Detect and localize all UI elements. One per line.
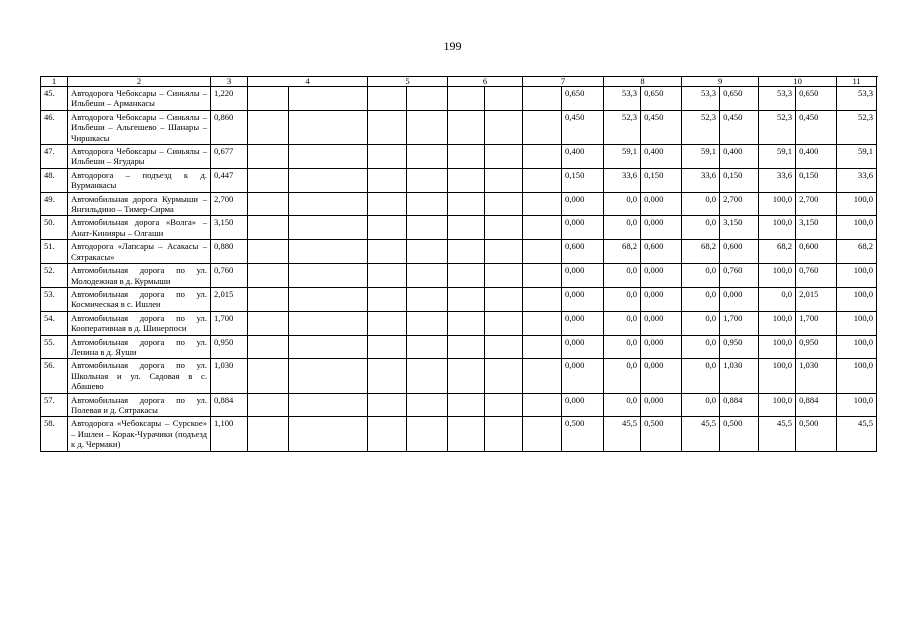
- value-cell: 0,000: [562, 264, 604, 288]
- empty-cell: [485, 216, 523, 240]
- empty-cell: [248, 168, 289, 192]
- empty-cell: [407, 168, 448, 192]
- empty-cell: [448, 192, 485, 216]
- table-row: [41, 216, 877, 240]
- percent-cell: 100,0: [759, 264, 796, 288]
- row-number: 50.: [41, 216, 68, 240]
- empty-cell: [407, 335, 448, 359]
- table-row: [41, 393, 877, 417]
- row-number: 53.: [41, 287, 68, 311]
- value-cell: 0,650: [562, 87, 604, 111]
- value-cell: 0,650: [641, 87, 682, 111]
- table-row: [41, 110, 877, 144]
- value-cell: 0,000: [641, 287, 682, 311]
- empty-cell: [368, 264, 407, 288]
- road-length: 1,030: [211, 359, 248, 393]
- empty-cell: [248, 393, 289, 417]
- percent-cell: 52,3: [682, 110, 720, 144]
- empty-cell: [407, 192, 448, 216]
- header-cell: 8: [604, 77, 682, 87]
- percent-cell: 59,1: [604, 145, 641, 169]
- percent-cell: 100,0: [837, 359, 877, 393]
- empty-cell: [523, 192, 562, 216]
- percent-cell: 100,0: [837, 192, 877, 216]
- empty-cell: [248, 335, 289, 359]
- empty-cell: [448, 359, 485, 393]
- road-length: 1,220: [211, 87, 248, 111]
- empty-cell: [523, 145, 562, 169]
- value-cell: 0,760: [720, 264, 759, 288]
- table-row: [41, 145, 877, 169]
- road-length: 0,677: [211, 145, 248, 169]
- empty-cell: [368, 359, 407, 393]
- percent-cell: 0,0: [682, 192, 720, 216]
- value-cell: 0,950: [720, 335, 759, 359]
- percent-cell: 100,0: [759, 216, 796, 240]
- header-cell: 7: [523, 77, 604, 87]
- percent-cell: 0,0: [682, 335, 720, 359]
- empty-cell: [448, 287, 485, 311]
- road-length: 3,150: [211, 216, 248, 240]
- road-name: Автомобильная дорога «Волга» – Анат-Кинияры – Олгаши: [68, 216, 211, 240]
- road-length: 1,700: [211, 311, 248, 335]
- value-cell: 0,600: [562, 240, 604, 264]
- empty-cell: [368, 393, 407, 417]
- percent-cell: 45,5: [759, 417, 796, 451]
- road-length: 0,760: [211, 264, 248, 288]
- value-cell: 0,400: [720, 145, 759, 169]
- empty-cell: [248, 110, 289, 144]
- value-cell: 0,450: [720, 110, 759, 144]
- empty-cell: [485, 359, 523, 393]
- table-row: [41, 335, 877, 359]
- empty-cell: [448, 240, 485, 264]
- empty-cell: [368, 335, 407, 359]
- empty-cell: [368, 87, 407, 111]
- road-length: 0,447: [211, 168, 248, 192]
- empty-cell: [523, 359, 562, 393]
- percent-cell: 0,0: [604, 216, 641, 240]
- empty-cell: [289, 264, 368, 288]
- empty-cell: [248, 192, 289, 216]
- percent-cell: 0,0: [682, 359, 720, 393]
- empty-cell: [289, 192, 368, 216]
- value-cell: 0,400: [641, 145, 682, 169]
- value-cell: 0,500: [796, 417, 837, 451]
- table-row: [41, 359, 877, 393]
- empty-cell: [448, 335, 485, 359]
- empty-cell: [523, 240, 562, 264]
- empty-cell: [407, 287, 448, 311]
- empty-cell: [448, 216, 485, 240]
- value-cell: 0,500: [641, 417, 682, 451]
- empty-cell: [485, 87, 523, 111]
- empty-cell: [485, 145, 523, 169]
- empty-cell: [485, 287, 523, 311]
- percent-cell: 100,0: [837, 311, 877, 335]
- header-cell: 10: [759, 77, 837, 87]
- empty-cell: [448, 311, 485, 335]
- empty-cell: [485, 110, 523, 144]
- row-number: 56.: [41, 359, 68, 393]
- value-cell: 0,000: [562, 335, 604, 359]
- value-cell: 1,030: [720, 359, 759, 393]
- empty-cell: [523, 393, 562, 417]
- value-cell: 0,000: [641, 192, 682, 216]
- empty-cell: [407, 240, 448, 264]
- value-cell: 0,000: [641, 264, 682, 288]
- row-number: 51.: [41, 240, 68, 264]
- empty-cell: [407, 145, 448, 169]
- value-cell: 0,450: [641, 110, 682, 144]
- empty-cell: [289, 417, 368, 451]
- road-length: 0,880: [211, 240, 248, 264]
- percent-cell: 52,3: [759, 110, 796, 144]
- value-cell: 0,760: [796, 264, 837, 288]
- value-cell: 0,150: [641, 168, 682, 192]
- empty-cell: [368, 168, 407, 192]
- percent-cell: 0,0: [682, 216, 720, 240]
- percent-cell: 0,0: [682, 311, 720, 335]
- row-number: 45.: [41, 87, 68, 111]
- value-cell: 0,650: [720, 87, 759, 111]
- empty-cell: [248, 240, 289, 264]
- empty-cell: [485, 417, 523, 451]
- road-name: Автомобильная дорога по ул. Кооперативная в д. Шинерпоси: [68, 311, 211, 335]
- road-length: 0,950: [211, 335, 248, 359]
- road-name: Автодорога «Чебоксары – Сурское» – Ишлеи – Корак-Чурачики (подъезд к д. Чермаки): [68, 417, 211, 451]
- percent-cell: 59,1: [759, 145, 796, 169]
- percent-cell: 53,3: [759, 87, 796, 111]
- empty-cell: [523, 417, 562, 451]
- table-row: [41, 240, 877, 264]
- percent-cell: 68,2: [759, 240, 796, 264]
- road-name: Автомобильная дорога по ул. Космическая в с. Ишлеи: [68, 287, 211, 311]
- empty-cell: [368, 192, 407, 216]
- empty-cell: [368, 145, 407, 169]
- percent-cell: 100,0: [837, 335, 877, 359]
- empty-cell: [448, 393, 485, 417]
- empty-cell: [368, 216, 407, 240]
- value-cell: 2,700: [720, 192, 759, 216]
- road-name: Автодорога Чебоксары – Синьялы – Ильбеши – Альгешево – Шанары – Чиршкасы: [68, 110, 211, 144]
- road-name: Автодорога «Лапсары – Асакасы – Сятракасы»: [68, 240, 211, 264]
- empty-cell: [448, 168, 485, 192]
- value-cell: 0,600: [720, 240, 759, 264]
- percent-cell: 100,0: [759, 359, 796, 393]
- header-cell: 5: [368, 77, 448, 87]
- value-cell: 0,400: [562, 145, 604, 169]
- empty-cell: [523, 335, 562, 359]
- header-cell: 2: [68, 77, 211, 87]
- percent-cell: 52,3: [604, 110, 641, 144]
- empty-cell: [485, 240, 523, 264]
- percent-cell: 59,1: [682, 145, 720, 169]
- percent-cell: 0,0: [682, 264, 720, 288]
- value-cell: 0,450: [562, 110, 604, 144]
- empty-cell: [407, 264, 448, 288]
- percent-cell: 53,3: [837, 87, 877, 111]
- value-cell: 0,000: [562, 311, 604, 335]
- value-cell: 0,600: [796, 240, 837, 264]
- percent-cell: 0,0: [604, 264, 641, 288]
- empty-cell: [407, 393, 448, 417]
- road-length: 0,884: [211, 393, 248, 417]
- table-row: [41, 264, 877, 288]
- percent-cell: 0,0: [604, 311, 641, 335]
- empty-cell: [289, 216, 368, 240]
- row-number: 58.: [41, 417, 68, 451]
- road-name: Автодорога – подъезд к д. Вурманкасы: [68, 168, 211, 192]
- empty-cell: [248, 87, 289, 111]
- empty-cell: [289, 110, 368, 144]
- percent-cell: 33,6: [604, 168, 641, 192]
- value-cell: 0,000: [562, 393, 604, 417]
- table-row: [41, 287, 877, 311]
- value-cell: 3,150: [720, 216, 759, 240]
- header-cell: 11: [837, 77, 877, 87]
- empty-cell: [248, 417, 289, 451]
- empty-cell: [523, 216, 562, 240]
- table-row: [41, 192, 877, 216]
- percent-cell: 0,0: [604, 287, 641, 311]
- value-cell: 0,650: [796, 87, 837, 111]
- empty-cell: [368, 110, 407, 144]
- empty-cell: [248, 359, 289, 393]
- empty-cell: [248, 311, 289, 335]
- value-cell: 0,400: [796, 145, 837, 169]
- table-row: [41, 417, 877, 451]
- empty-cell: [289, 393, 368, 417]
- row-number: 54.: [41, 311, 68, 335]
- percent-cell: 100,0: [837, 393, 877, 417]
- value-cell: 0,500: [562, 417, 604, 451]
- percent-cell: 0,0: [604, 192, 641, 216]
- value-cell: 0,450: [796, 110, 837, 144]
- value-cell: 1,700: [796, 311, 837, 335]
- road-length: 2,015: [211, 287, 248, 311]
- value-cell: 0,150: [562, 168, 604, 192]
- empty-cell: [248, 145, 289, 169]
- row-number: 52.: [41, 264, 68, 288]
- empty-cell: [448, 87, 485, 111]
- value-cell: 0,150: [720, 168, 759, 192]
- percent-cell: 0,0: [682, 287, 720, 311]
- empty-cell: [485, 311, 523, 335]
- empty-cell: [407, 359, 448, 393]
- percent-cell: 45,5: [837, 417, 877, 451]
- empty-cell: [289, 287, 368, 311]
- empty-cell: [248, 287, 289, 311]
- value-cell: 2,700: [796, 192, 837, 216]
- percent-cell: 100,0: [759, 393, 796, 417]
- empty-cell: [368, 287, 407, 311]
- value-cell: 0,600: [641, 240, 682, 264]
- empty-cell: [485, 335, 523, 359]
- value-cell: 0,000: [562, 216, 604, 240]
- empty-cell: [289, 311, 368, 335]
- row-number: 49.: [41, 192, 68, 216]
- value-cell: 0,000: [562, 287, 604, 311]
- empty-cell: [289, 335, 368, 359]
- empty-cell: [407, 110, 448, 144]
- value-cell: 0,000: [641, 216, 682, 240]
- road-length: 2,700: [211, 192, 248, 216]
- empty-cell: [289, 87, 368, 111]
- percent-cell: 33,6: [837, 168, 877, 192]
- header-row: [41, 77, 877, 87]
- value-cell: 0,000: [562, 192, 604, 216]
- percent-cell: 100,0: [759, 311, 796, 335]
- header-cell: 6: [448, 77, 523, 87]
- road-name: Автодорога Чебоксары – Синьялы – Ильбеши – Ягудары: [68, 145, 211, 169]
- empty-cell: [407, 216, 448, 240]
- header-cell: 9: [682, 77, 759, 87]
- percent-cell: 68,2: [837, 240, 877, 264]
- empty-cell: [485, 192, 523, 216]
- value-cell: 0,500: [720, 417, 759, 451]
- percent-cell: 0,0: [682, 393, 720, 417]
- value-cell: 0,000: [641, 359, 682, 393]
- empty-cell: [407, 417, 448, 451]
- empty-cell: [523, 287, 562, 311]
- percent-cell: 59,1: [837, 145, 877, 169]
- empty-cell: [368, 311, 407, 335]
- road-length: 0,860: [211, 110, 248, 144]
- value-cell: 3,150: [796, 216, 837, 240]
- percent-cell: 100,0: [837, 216, 877, 240]
- empty-cell: [448, 417, 485, 451]
- percent-cell: 45,5: [604, 417, 641, 451]
- road-name: Автомобильная дорога по ул. Школьная и ул. Садовая в с. Абашево: [68, 359, 211, 393]
- value-cell: 0,000: [720, 287, 759, 311]
- percent-cell: 100,0: [837, 287, 877, 311]
- empty-cell: [289, 359, 368, 393]
- empty-cell: [485, 264, 523, 288]
- percent-cell: 0,0: [604, 359, 641, 393]
- road-name: Автомобильная дорога по ул. Молодежная в д. Курмыши: [68, 264, 211, 288]
- empty-cell: [248, 216, 289, 240]
- empty-cell: [523, 264, 562, 288]
- empty-cell: [368, 417, 407, 451]
- percent-cell: 0,0: [604, 393, 641, 417]
- empty-cell: [289, 168, 368, 192]
- row-number: 46.: [41, 110, 68, 144]
- value-cell: 0,884: [796, 393, 837, 417]
- header-cell: 1: [41, 77, 68, 87]
- percent-cell: 45,5: [682, 417, 720, 451]
- value-cell: 0,150: [796, 168, 837, 192]
- empty-cell: [485, 168, 523, 192]
- percent-cell: 33,6: [759, 168, 796, 192]
- empty-cell: [289, 145, 368, 169]
- empty-cell: [523, 168, 562, 192]
- road-name: Автомобильная дорога по ул. Ленина в д. Яуши: [68, 335, 211, 359]
- value-cell: 0,000: [562, 359, 604, 393]
- page-number: 199: [443, 39, 462, 53]
- road-length: 1,100: [211, 417, 248, 451]
- data-table: [40, 76, 877, 452]
- percent-cell: 100,0: [837, 264, 877, 288]
- header-cell: 3: [211, 77, 248, 87]
- percent-cell: 33,6: [682, 168, 720, 192]
- empty-cell: [248, 264, 289, 288]
- empty-cell: [523, 311, 562, 335]
- percent-cell: 53,3: [682, 87, 720, 111]
- empty-cell: [407, 87, 448, 111]
- table-row: [41, 311, 877, 335]
- percent-cell: 68,2: [604, 240, 641, 264]
- empty-cell: [485, 393, 523, 417]
- value-cell: 0,000: [641, 393, 682, 417]
- row-number: 48.: [41, 168, 68, 192]
- empty-cell: [523, 87, 562, 111]
- percent-cell: 52,3: [837, 110, 877, 144]
- value-cell: 0,000: [641, 311, 682, 335]
- value-cell: 2,015: [796, 287, 837, 311]
- percent-cell: 53,3: [604, 87, 641, 111]
- row-number: 55.: [41, 335, 68, 359]
- value-cell: 1,030: [796, 359, 837, 393]
- table-row: [41, 168, 877, 192]
- table-row: [41, 87, 877, 111]
- empty-cell: [368, 240, 407, 264]
- value-cell: 0,884: [720, 393, 759, 417]
- percent-cell: 100,0: [759, 335, 796, 359]
- road-name: Автомобильная дорога Курмыши – Янгильдино – Тимер-Сирма: [68, 192, 211, 216]
- empty-cell: [448, 110, 485, 144]
- empty-cell: [407, 311, 448, 335]
- header-cell: 4: [248, 77, 368, 87]
- empty-cell: [448, 264, 485, 288]
- percent-cell: 0,0: [759, 287, 796, 311]
- percent-cell: 0,0: [604, 335, 641, 359]
- value-cell: 0,950: [796, 335, 837, 359]
- row-number: 57.: [41, 393, 68, 417]
- road-name: Автодорога Чебоксары – Синьялы – Ильбеши – Арманкасы: [68, 87, 211, 111]
- empty-cell: [448, 145, 485, 169]
- empty-cell: [523, 110, 562, 144]
- road-name: Автомобильная дорога по ул. Полевая и д. Сятракасы: [68, 393, 211, 417]
- percent-cell: 100,0: [759, 192, 796, 216]
- value-cell: 0,000: [641, 335, 682, 359]
- row-number: 47.: [41, 145, 68, 169]
- value-cell: 1,700: [720, 311, 759, 335]
- percent-cell: 68,2: [682, 240, 720, 264]
- empty-cell: [289, 240, 368, 264]
